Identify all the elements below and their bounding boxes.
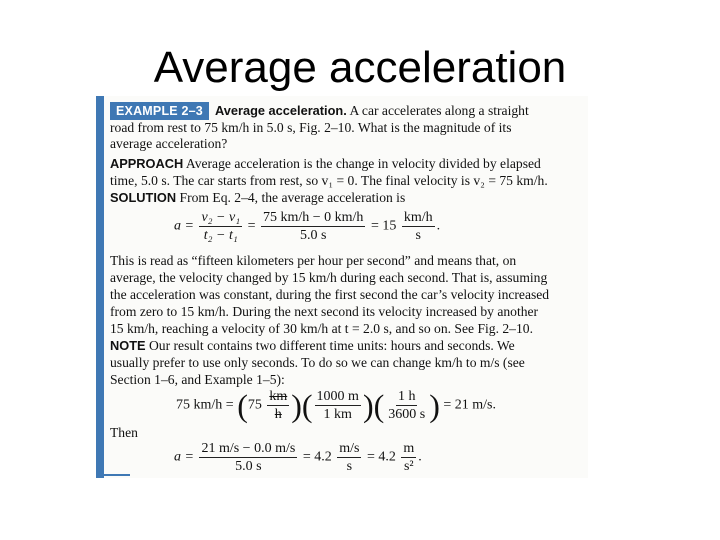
eq3-result: = 4.2 (366, 449, 396, 465)
body-line-1: This is read as “fifteen kilometers per hour per second” and means that, on (110, 253, 517, 268)
eq3-f2-denominator: s (346, 459, 353, 474)
solution-paragraph (110, 189, 580, 206)
eq2-f1-numerator: km (269, 389, 288, 404)
eq1-f2-denominator: 5.0 s (299, 228, 327, 243)
solution-label: SOLUTION (110, 190, 177, 205)
eq3-f1-denominator: 5.0 s (235, 459, 262, 474)
note-label: NOTE (110, 338, 146, 353)
eq3-f3-numerator: m (403, 441, 415, 456)
example-line-3: average acceleration? (110, 136, 228, 151)
eq1-f3-denominator: s (415, 228, 421, 243)
eq1-f1-denominator: t₂ − t₁ (203, 228, 238, 243)
eq1-fraction-1 (199, 210, 242, 243)
note-line-1: Our result contains two different time units: hours and seconds. We (148, 338, 515, 353)
eq2-f2-denominator: 1 km (323, 407, 352, 422)
bottom-margin-rule (96, 474, 130, 476)
body-line-4: from zero to 15 km/h. During the next second its velocity increased by another (110, 304, 539, 319)
note-line-2: usually prefer to use only seconds. To do so we can change km/h to m/s (see (110, 355, 525, 370)
eq1-f1-numerator: v₂ − v₁ (201, 210, 241, 225)
example-line-1: A car accelerates along a straight (349, 103, 529, 118)
eq2-close-paren-3: ) (429, 387, 440, 424)
eq1-fraction-3 (402, 210, 435, 243)
example-header (110, 102, 580, 120)
equation-average-acceleration (174, 210, 440, 243)
eq2-f3-numerator: 1 h (397, 389, 416, 404)
eq2-f3-denominator: 3600 s (388, 407, 426, 422)
example-line-2: road from rest to 75 km/h in 5.0 s, Fig. 2–10. What is the magnitude of its (110, 120, 512, 135)
eq2-rhs: = 21 m/s. (443, 397, 496, 413)
approach-paragraph (110, 155, 580, 172)
eq2-open-paren-3: ( (373, 387, 385, 424)
approach-line-2: time, 5.0 s. The car starts from rest, so v₁ = 0. The final velocity is v₂ = 75 km/h. (110, 173, 548, 188)
example-tag: EXAMPLE 2–3 (110, 102, 209, 120)
eq3-fraction-2 (337, 441, 361, 474)
left-margin-rule (96, 96, 104, 478)
note-paragraph (110, 337, 580, 354)
eq2-lhs: 75 km/h = (176, 397, 234, 413)
body-line-5: 15 km/h, reaching a velocity of 30 km/h at t = 2.0 s, and so on. See Fig. 2–10. (110, 321, 533, 336)
eq2-fraction-1 (267, 389, 289, 422)
eq2-close-paren-1: ) (291, 387, 302, 424)
body-line-3: the acceleration was constant, during the first second the car’s velocity increased (110, 287, 550, 302)
eq1-fraction-2 (261, 210, 365, 243)
eq3-fraction-3 (401, 441, 416, 474)
eq3-f2-numerator: m/s (339, 441, 360, 456)
eq3-period: . (418, 449, 422, 465)
example-heading: Average acceleration. (214, 103, 347, 118)
eq1-f3-numerator: km/h (403, 210, 433, 225)
slide-title: Average acceleration (153, 43, 567, 92)
eq3-lhs: a = (174, 449, 194, 465)
equation-unit-conversion (176, 389, 496, 422)
approach-label: APPROACH (110, 156, 184, 171)
solution-line-1: From Eq. 2–4, the average acceleration is (179, 190, 406, 205)
equation-final-acceleration (174, 441, 422, 474)
eq2-f2-numerator: 1000 m (316, 389, 359, 404)
eq2-close-paren-2: ) (362, 387, 374, 424)
eq2-f1-denominator: h (274, 407, 282, 422)
note-line-3: Section 1–6, and Example 1–5): (110, 372, 285, 387)
eq1-lhs: a = (174, 218, 194, 234)
eq2-open-paren-1: ( (237, 387, 248, 424)
eq2-fraction-2 (315, 389, 361, 422)
eq1-result: = 15 (370, 218, 397, 234)
eq2-value: 75 (247, 397, 262, 413)
eq1-period: . (436, 218, 441, 234)
body-line-2: average, the velocity changed by 15 km/h during each second. That is, assuming (110, 270, 548, 285)
textbook-scan (96, 96, 588, 478)
eq3-equals: = 4.2 (302, 449, 332, 465)
approach-line-1: Average acceleration is the change in velocity divided by elapsed (185, 156, 541, 171)
eq3-fraction-1 (199, 441, 297, 474)
eq3-f3-denominator: s² (403, 459, 414, 474)
eq1-equals: = (247, 218, 256, 234)
eq2-open-paren-2: ( (301, 387, 313, 424)
eq3-f1-numerator: 21 m/s − 0.0 m/s (201, 441, 296, 456)
eq1-f2-numerator: 75 km/h − 0 km/h (262, 210, 364, 225)
then-label: Then (110, 425, 138, 440)
eq2-fraction-3 (386, 389, 427, 422)
